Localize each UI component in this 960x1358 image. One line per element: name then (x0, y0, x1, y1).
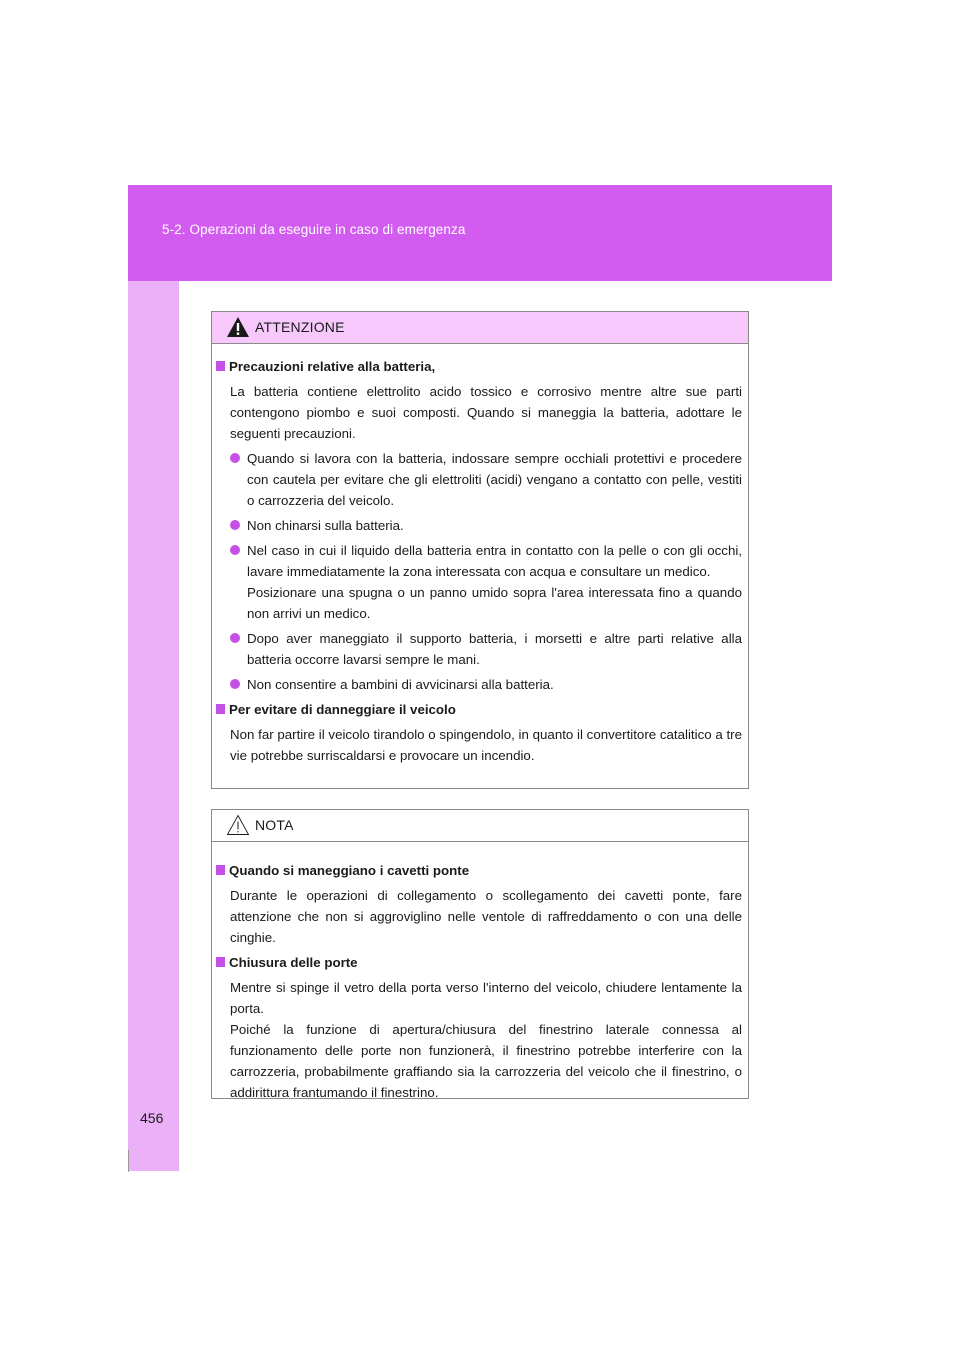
page-number: 456 (140, 1110, 164, 1126)
bullet-dot-icon (230, 453, 240, 463)
bullet-item: Nel caso in cui il liquido della batteria entra in contatto con la pelle o con gli occhi, lavare immediatamente la zona interessata con acqua e consultare un medico. Posizionare una spugna o un panno umido sopra l'area interessata fino a quando non arrivi un medico. (216, 540, 742, 624)
warning-box-body (212, 344, 748, 766)
warning-box (211, 311, 749, 789)
bullet-item: Dopo aver maneggiato il supporto batteria, i morsetti e altre parti relative alla batteria occorre lavarsi sempre le mani. (216, 628, 742, 670)
note-box-header (212, 810, 748, 842)
warning-section-text: Non far partire il veicolo tirandolo o spingendolo, in quanto il convertitore catalitico a tre vie potrebbe surriscaldarsi e provocare un incendio. (230, 727, 742, 763)
bullet-dot-icon (230, 679, 240, 689)
bullet-item: Non consentire a bambini di avvicinarsi alla batteria. (216, 674, 742, 695)
note-section-title: Quando si maneggiano i cavetti ponte (216, 860, 742, 881)
warning-box-header (212, 312, 748, 344)
side-margin-strip (128, 281, 179, 1171)
warning-label: ATTENZIONE (255, 319, 345, 335)
note-box-body (212, 842, 748, 1103)
bullet-item: Quando si lavora con la batteria, indossare sempre occhiali protettivi e procedere con cautela per evitare che gli elettroliti (acidi) vengano a contatto con pelle, vestiti o carrozzeria del veicolo. (216, 448, 742, 511)
warning-section-title: Per evitare di danneggiare il veicolo (216, 699, 742, 720)
section-title: 5-2. Operazioni da eseguire in caso di emergenza (162, 222, 466, 237)
warning-triangle-filled-icon (226, 316, 250, 338)
bullet-dot-icon (230, 545, 240, 555)
warning-section-text: La batteria contiene elettrolito acido tossico e corrosivo mentre altre sue parti contengono piombo e suoi composti. Quando si maneggia la batteria, adottare le seguenti precauzioni. (230, 384, 742, 441)
bullet-item: Non chinarsi sulla batteria. (216, 515, 742, 536)
warning-section-title: Precauzioni relative alla batteria, (216, 356, 742, 377)
page-edge-mark (128, 1150, 129, 1172)
note-section-text: Mentre si spinge il vetro della porta verso l'interno del veicolo, chiudere lentamente la porta. Poiché la funzione di apertura/chiusura del finestrino laterale connessa al funzionamento delle porte non funzionerà, il finestrino potrebbe interferire con la carrozzeria, probabilmente graffiando sia la carrozzeria del veicolo che il finestrino, o addirittura frantumando il finestrino. (230, 980, 742, 1100)
note-box (211, 809, 749, 1099)
bullet-dot-icon (230, 633, 240, 643)
note-label: NOTA (255, 817, 294, 833)
bullet-dot-icon (230, 520, 240, 530)
warning-triangle-outline-icon (226, 814, 250, 836)
note-section-text: Durante le operazioni di collegamento o scollegamento dei cavetti ponte, fare attenzione che non si aggroviglino nelle ventole di raffreddamento o con una delle cinghie. (230, 888, 742, 945)
note-section-title: Chiusura delle porte (216, 952, 742, 973)
